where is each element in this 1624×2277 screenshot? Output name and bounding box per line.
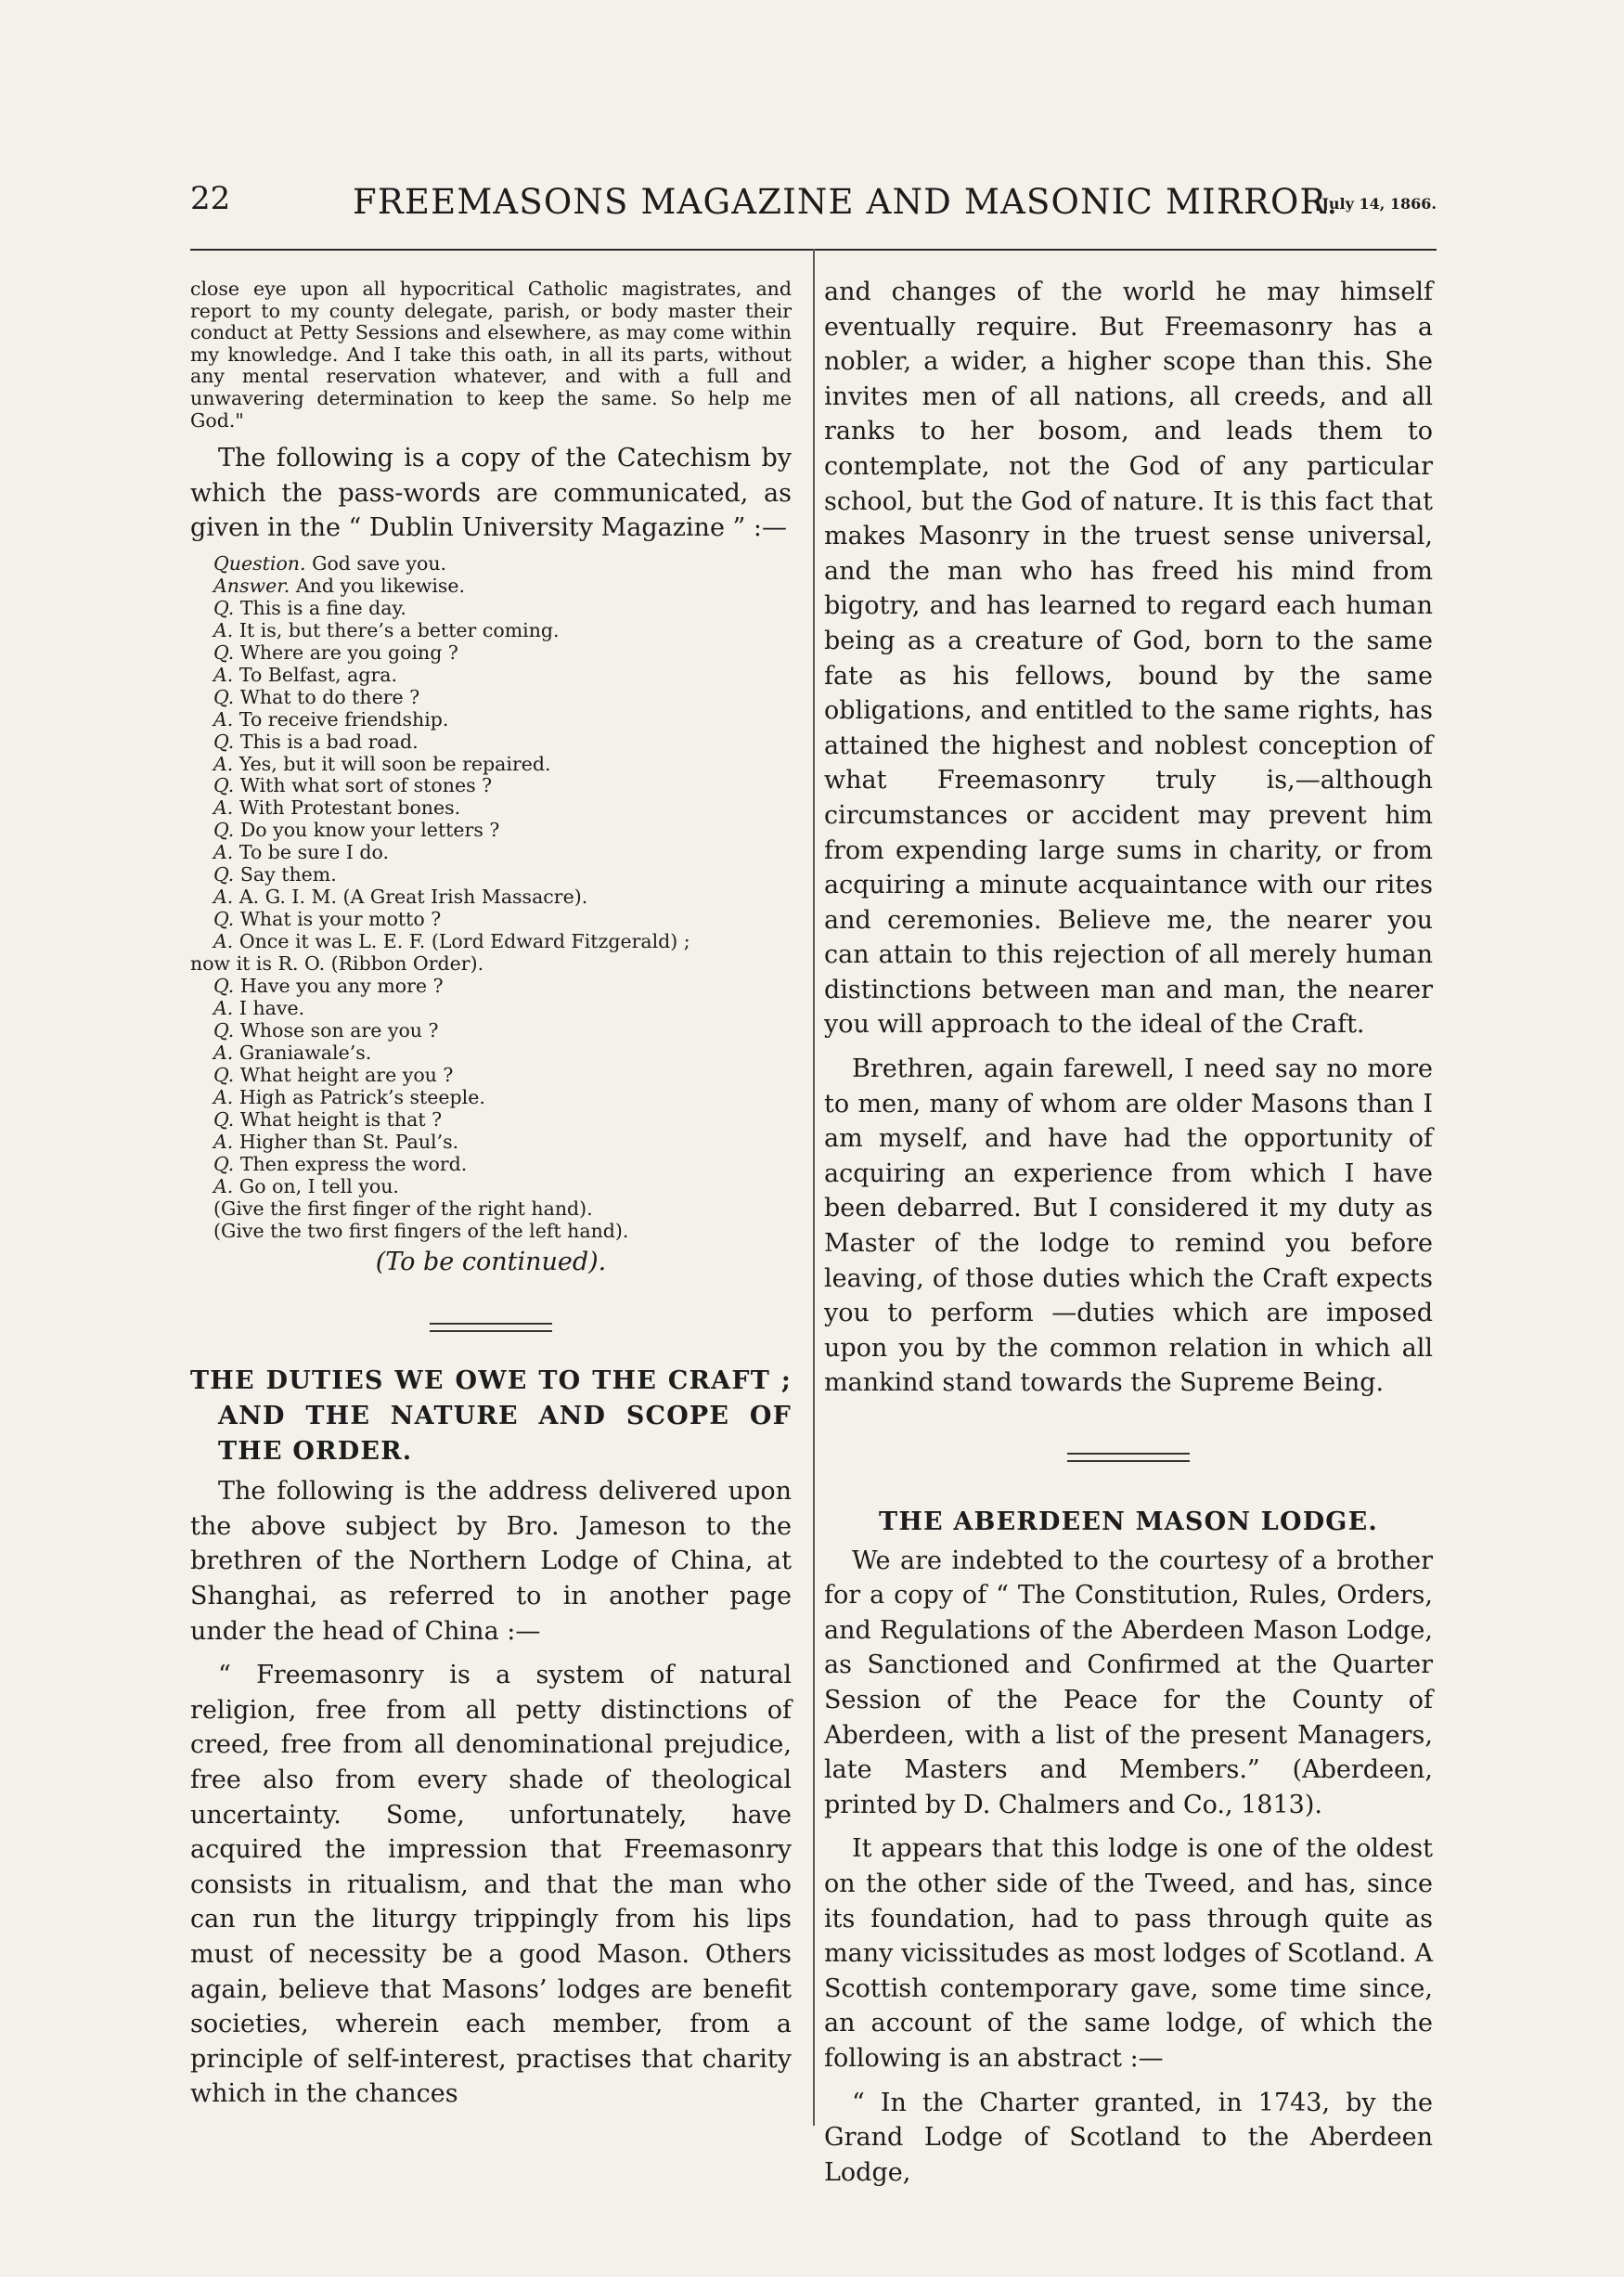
catechism-line xyxy=(213,1087,792,1109)
page-header xyxy=(190,180,1437,226)
catechism-text: This is a bad road. xyxy=(239,730,419,753)
catechism-line xyxy=(213,886,792,909)
catechism-speaker: A. xyxy=(213,841,234,864)
catechism-line xyxy=(213,665,792,687)
catechism-line xyxy=(213,1132,792,1154)
catechism-text: now it is R. O. (Ribbon Order). xyxy=(190,952,484,976)
column-divider xyxy=(813,249,815,2126)
catechism-text: It is, but there’s a better coming. xyxy=(238,618,560,641)
catechism-line xyxy=(213,598,792,620)
catechism-text: Higher than St. Paul’s. xyxy=(238,1130,459,1153)
catechism-text: Whose son are you ? xyxy=(239,1018,439,1041)
catechism-line xyxy=(213,820,792,842)
article-intro: The following is the address delivered upon the above subject by Bro. Jameson to the brethren of the Northern Lodge of China, at Shanghai, as referred to in another page under the head of China :— xyxy=(190,1477,792,1646)
catechism-text: Say them. xyxy=(239,863,337,886)
catechism-text: With what sort of stones ? xyxy=(239,774,493,797)
catechism-text: With Protestant bones. xyxy=(238,796,461,820)
catechism-text: What to do there ? xyxy=(239,685,420,708)
issue-date: [July 14, 1866. xyxy=(1314,195,1437,213)
catechism-text: This is a fine day. xyxy=(239,596,406,619)
catechism-line xyxy=(213,642,792,665)
catechism-speaker: A. xyxy=(213,796,234,820)
catechism-line xyxy=(213,931,792,953)
catechism-speaker: A. xyxy=(213,707,234,731)
catechism-speaker: A. xyxy=(213,930,234,953)
catechism-text: And you likewise. xyxy=(295,574,466,597)
catechism-line xyxy=(213,553,792,576)
catechism-line xyxy=(213,797,792,820)
catechism-speaker: Q. xyxy=(213,819,235,842)
catechism-text: What is your motto ? xyxy=(239,908,442,931)
left-column xyxy=(190,278,792,2112)
catechism-text: Yes, but it will soon be repaired. xyxy=(238,752,551,775)
catechism-text: (Give the first finger of the right hand). xyxy=(213,1197,593,1220)
section-divider xyxy=(1067,1453,1190,1462)
catechism-speaker: Q. xyxy=(213,640,235,664)
article-body: “ Freemasonry is a system of natural religion, free from all petty distinctions of creed, free from all denominational prejudice, free also from every shade of theological uncertainty. Some, unfortunately, have acquired the impression that Freemasonry consists in ritualism, and that the man who can run the liturgy trippingly from his lips must of necessity be a good Mason. Others again, believe that Masons’ lodges are benefit societies, wherein each member, from a principle of self-interest, practises that charity which in the chances xyxy=(190,1661,792,2109)
article-title: THE DUTIES WE OWE TO THE CRAFT ; AND THE NATURE AND SCOPE OF THE ORDER. xyxy=(190,1366,792,1466)
catechism-speaker: Q. xyxy=(213,975,235,998)
right-column xyxy=(824,278,1433,2190)
catechism-line xyxy=(213,1020,792,1042)
oath-text: close eye upon all hypocritical Catholic magistrates, and report to my county delegate, parish, or body master their conduct at Petty Sessions and elsewhere, as may come within my knowledge. And I take this oath, in all its parts, without any mental reservation whatever, and with a full and unwavering determination to keep the same. So help me God." xyxy=(190,278,792,432)
catechism-text: I have. xyxy=(238,997,305,1019)
catechism-intro: The following is a copy of the Catechism by which the pass-words are communicated, as given in the “ Dublin University Magazine ” :— xyxy=(190,444,792,543)
continued-text: and changes of the world he may himself eventually require. But Freemasonry has a nobler, a wider, a higher scope than this. She invites men of all nations, all creeds, and all ranks to her bosom, and leads them to contemplate, not the God of any particular school, but the God of nature. It is this fact that makes Masonry in the truest sense universal, and the man who has freed his mind from bigotry, and has learned to regard each human being as a creature of God, born to the same fate as his fellows, bound by the same obligations, and entitled to the same rights, has attained the highest and noblest conception of what Freemasonry truly is,—although circumstances or accident may prevent him from expending large sums in charity, or from acquiring a minute acquaintance with our rites and ceremonies. Believe me, the nearer you can attain to this rejection of all merely human distinctions between man and man, the nearer you will approach to the ideal of the Craft. xyxy=(824,278,1433,1040)
catechism-line xyxy=(213,1109,792,1132)
catechism-text: Once it was L. E. F. (Lord Edward Fitzgerald) ; xyxy=(238,930,690,953)
catechism-text: Where are you going ? xyxy=(239,640,458,664)
catechism-text: What height is that ? xyxy=(239,1107,443,1131)
charter-text: “ In the Charter granted, in 1743, by the Grand Lodge of Scotland to the Aberdeen Lodge, xyxy=(824,2088,1433,2187)
catechism-speaker: A. xyxy=(213,618,234,641)
catechism-speaker: Q. xyxy=(213,1152,235,1175)
catechism-line xyxy=(213,1042,792,1065)
farewell-paragraph: Brethren, again farewell, I need say no more to men, many of whom are older Masons than I am myself, and have had the opportunity of acquiring an experience from which I have been debarred. But I considered it my duty as Master of the lodge to remind you before leaving, of those duties which the Craft expects you to perform —duties which are imposed upon you by the common relation in which all mankind stand towards the Supreme Being. xyxy=(824,1054,1433,1398)
catechism-line xyxy=(213,1154,792,1176)
catechism-line xyxy=(213,775,792,797)
catechism-speaker: A. xyxy=(213,663,234,686)
catechism-text: Graniawale’s. xyxy=(238,1041,372,1064)
catechism-speaker: A. xyxy=(213,997,234,1019)
catechism-line xyxy=(213,731,792,754)
catechism-speaker: Q. xyxy=(213,685,235,708)
catechism-line xyxy=(213,1176,792,1198)
lodge-intro: We are indebted to the courtesy of a brother for a copy of “ The Constitution, Rules, Orders, and Regulations of the Aberdeen Mason Lodge, as Sanctioned and Confirmed at the Quarter Session of the Peace for the County of Aberdeen, with a list of the present Managers, late Masters and Members.” (Aberdeen, printed by D. Chalmers and Co., 1813). xyxy=(824,1546,1433,1819)
catechism-speaker: Question. xyxy=(213,551,306,575)
catechism-text: Then express the word. xyxy=(239,1152,468,1175)
catechism-text: To be sure I do. xyxy=(238,841,389,864)
catechism-speaker: Q. xyxy=(213,1107,235,1131)
catechism-line xyxy=(213,842,792,864)
catechism-text: A. G. I. M. (A Great Irish Massacre). xyxy=(238,886,588,909)
catechism-list xyxy=(190,551,792,1243)
catechism-text: Have you any more ? xyxy=(239,975,444,998)
catechism-speaker: A. xyxy=(213,1174,234,1197)
lodge-history: It appears that this lodge is one of the oldest on the other side of the Tweed, and has, since its foundation, had to pass through quite as many vicissitudes as most lodges of Scotland. A Scottish contemporary gave, some time since, an account of the same lodge, of which the following is an abstract :— xyxy=(824,1834,1433,2073)
catechism-line xyxy=(213,687,792,709)
catechism-text: God save you. xyxy=(312,551,447,575)
catechism-text: Go on, I tell you. xyxy=(238,1174,399,1197)
catechism-text: Do you know your letters ? xyxy=(239,819,500,842)
catechism-speaker: Q. xyxy=(213,730,235,753)
catechism-text: What height are you ? xyxy=(239,1063,454,1086)
catechism-line xyxy=(213,1065,792,1087)
catechism-speaker: Q. xyxy=(213,774,235,797)
section-divider xyxy=(430,1323,552,1332)
catechism-text: To receive friendship. xyxy=(238,707,449,731)
magazine-title: FREEMASONS MAGAZINE AND MASONIC MIRROR. xyxy=(353,182,1339,222)
catechism-speaker: A. xyxy=(213,1041,234,1064)
page-number: 22 xyxy=(190,180,231,217)
to-be-continued: (To be continued). xyxy=(375,1248,607,1277)
catechism-text: (Give the two first fingers of the left hand). xyxy=(213,1219,629,1242)
lodge-title: THE ABERDEEN MASON LODGE. xyxy=(879,1507,1378,1536)
catechism-line xyxy=(213,754,792,776)
catechism-speaker: Q. xyxy=(213,908,235,931)
catechism-line xyxy=(190,953,792,976)
catechism-line xyxy=(213,1221,792,1243)
catechism-line xyxy=(213,709,792,731)
catechism-line xyxy=(213,909,792,931)
catechism-text: To Belfast, agra. xyxy=(238,663,398,686)
catechism-speaker: Q. xyxy=(213,863,235,886)
catechism-line xyxy=(213,1198,792,1221)
catechism-speaker: A. xyxy=(213,1085,234,1108)
catechism-line xyxy=(213,864,792,886)
catechism-speaker: A. xyxy=(213,752,234,775)
catechism-line xyxy=(213,976,792,998)
catechism-line xyxy=(213,576,792,598)
catechism-line xyxy=(213,620,792,642)
catechism-text: High as Patrick’s steeple. xyxy=(238,1085,485,1108)
catechism-line xyxy=(213,998,792,1020)
catechism-speaker: Q. xyxy=(213,1018,235,1041)
catechism-speaker: Q. xyxy=(213,596,235,619)
catechism-speaker: A. xyxy=(213,1130,234,1153)
catechism-speaker: Q. xyxy=(213,1063,235,1086)
catechism-speaker: A. xyxy=(213,886,234,909)
catechism-speaker: Answer. xyxy=(213,574,290,597)
